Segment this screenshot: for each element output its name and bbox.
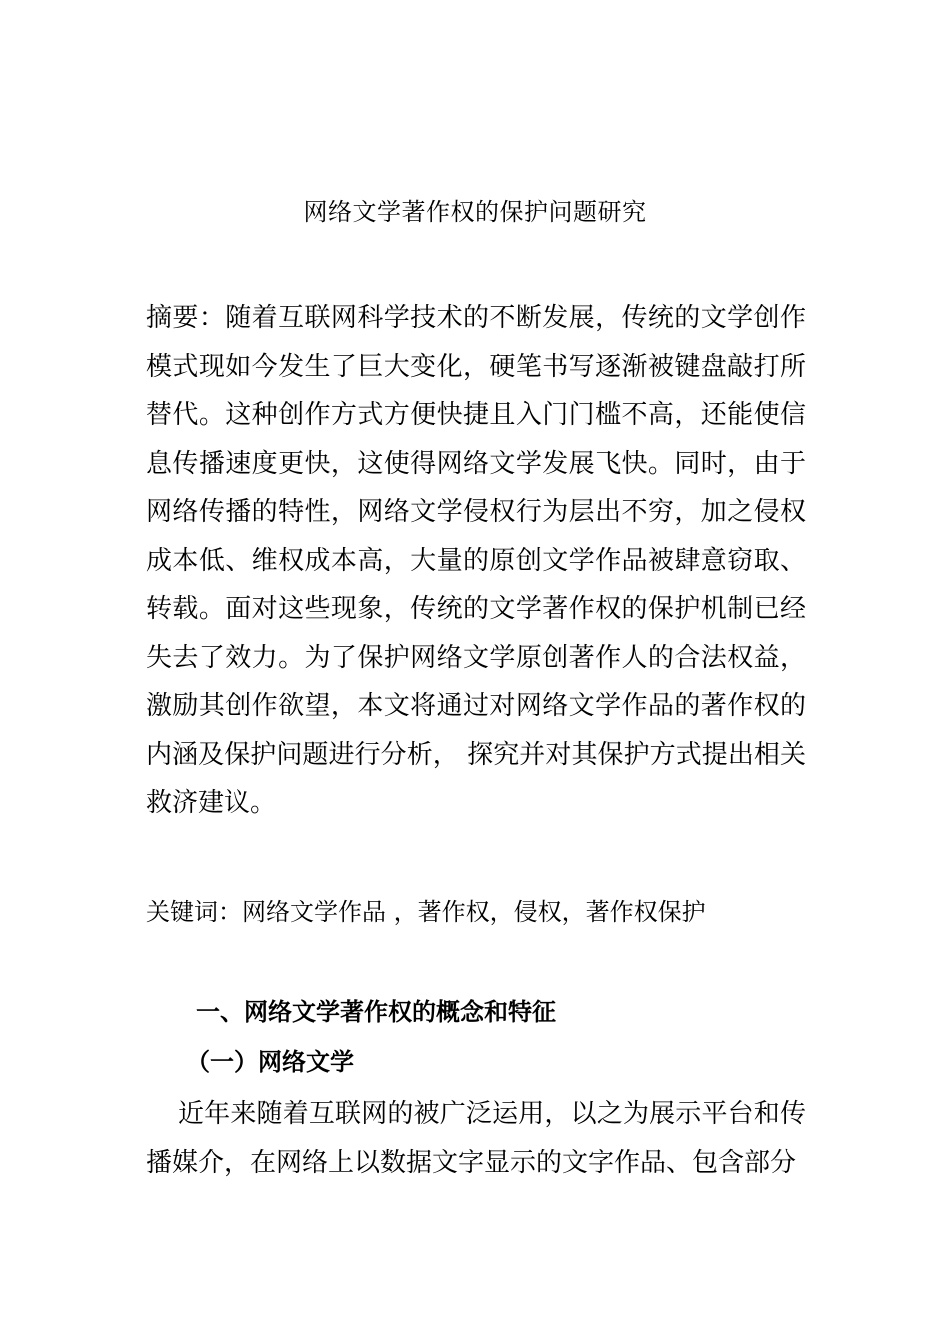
abstract-paragraph: [146, 294, 806, 828]
keywords-line: [146, 892, 806, 932]
section-heading: 一、网络文学著作权的概念和特征: [196, 998, 556, 1026]
keywords-text: 网络文学作品 ，著作权，侵权，著作权保护: [242, 898, 706, 926]
keywords-label: 关键词：: [146, 898, 242, 926]
document-title: 网络文学著作权的保护问题研究: [303, 198, 647, 226]
body-paragraph: 近年来随着互联网的被广泛运用，以之为展示平台和传播媒介，在网络上以数据文字显示的文字作品、包含部分: [146, 1099, 806, 1178]
subsection-heading: （一）网络文学: [186, 1048, 354, 1076]
abstract-label: 摘要：: [146, 303, 226, 333]
abstract-text: 随着互联网科学技术的不断发展，传统的文学创作模式现如今发生了巨大变化，硬笔书写逐渐被键盘敲打所替代。这种创作方式方便快捷且入门门槛不高，还能使信息传播速度更快，这使得网络文学发展飞快。同时，由于网络传播的特性，网络文学侵权行为层出不穷，加之侵权成本低、维权成本高，大量的原创文学作品被肆意窃取、转载。面对这些现象，传统的文学著作权的保护机制已经失去了效力。为了保护网络文学原创著作人的合法权益，激励其创作欲望，本文将通过对网络文学作品的著作权的内涵及保护问题进行分析， 探究并对其保护方式提出相关救济建议。: [146, 303, 806, 818]
